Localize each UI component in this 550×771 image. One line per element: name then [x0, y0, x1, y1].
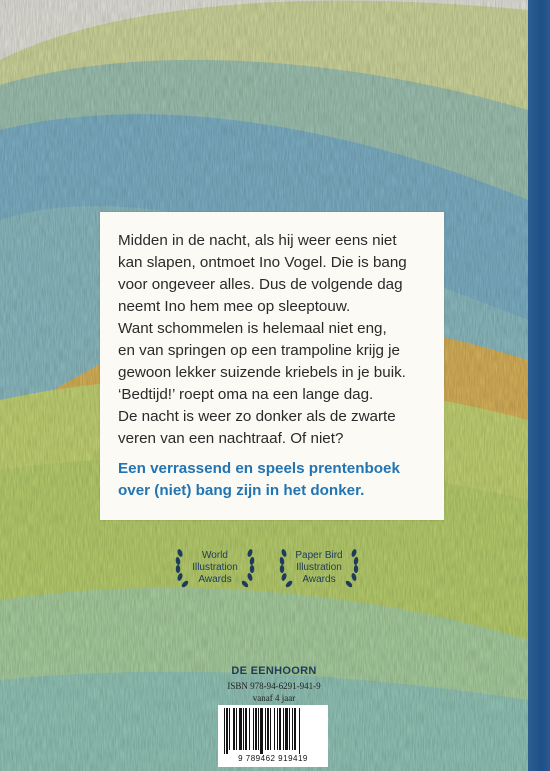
blurb-line: De nacht is weer zo donker als de zwarte	[118, 408, 396, 425]
blurb-line: kan slapen, ontmoet Ino Vogel. Die is bang	[118, 254, 407, 271]
award-label-line: Awards	[302, 574, 336, 585]
barcode-bar	[243, 708, 244, 750]
blurb-line: Want schommelen is helemaal niet eng,	[118, 320, 387, 337]
barcode-number: 9 789462 919419	[238, 754, 308, 763]
barcode-bar	[258, 708, 259, 750]
blurb-line: Midden in de nacht, als hij weer eens niet	[118, 232, 397, 249]
barcode-bar	[289, 708, 290, 750]
age-recommendation: vanaf 4 jaar	[252, 693, 296, 703]
barcode-bar	[283, 708, 284, 750]
award-label-line: Paper Bird	[295, 550, 343, 561]
publisher-name: DE EENHOORN	[231, 665, 317, 677]
award-label-line: Illustration	[192, 562, 238, 573]
award-badge-world-illustration	[170, 543, 260, 593]
award-label-line: World	[202, 550, 228, 561]
barcode-bar	[274, 708, 275, 750]
award-label-line: Awards	[198, 574, 232, 585]
barcode-bar	[255, 708, 257, 750]
barcode-bar	[239, 708, 242, 750]
barcode-bar	[260, 708, 263, 754]
blurb-line: neemt Ino hem mee op sleeptouw.	[118, 298, 351, 315]
barcode-bar	[265, 708, 266, 750]
barcode-bar	[279, 708, 281, 750]
barcode-bar	[224, 708, 225, 754]
blurb-line: en van springen op een trampoline krijg je	[118, 342, 400, 359]
barcode-bar	[229, 708, 230, 750]
barcode-bar	[236, 708, 237, 750]
blurb-line: gewoon lekker suizende kriebels in je buik.	[118, 364, 406, 381]
barcode-bar	[277, 708, 278, 750]
barcode-bar	[249, 708, 250, 750]
award-label	[170, 550, 260, 586]
award-label-line: Illustration	[296, 562, 342, 573]
barcode	[218, 705, 328, 767]
barcode-bar	[226, 708, 228, 754]
barcode-bar	[285, 708, 288, 750]
barcode-bar	[253, 708, 254, 750]
barcode-bars	[222, 708, 324, 754]
barcode-bar	[233, 708, 235, 750]
barcode-bar	[245, 708, 247, 750]
barcode-bar	[299, 708, 300, 754]
blurb-line: voor ongeveer alles. Dus de volgende dag	[118, 276, 403, 293]
award-label	[274, 550, 364, 586]
barcode-bar	[292, 708, 293, 750]
blurb-line: veren van een nachtraaf. Of niet?	[118, 430, 344, 447]
tagline-line: Een verrassend en speels prentenboek	[118, 460, 400, 477]
blurb-line: ‘Bedtijd!’ roept oma na een lange dag.	[118, 386, 374, 403]
barcode-bar	[294, 708, 296, 750]
blurb-box	[100, 212, 444, 520]
isbn-text: ISBN 978-94-6291-941-9	[227, 681, 321, 691]
spine-edge	[528, 0, 550, 771]
tagline-line: over (niet) bang zijn in het donker.	[118, 482, 365, 499]
tagline	[118, 458, 438, 502]
award-badge-paper-bird	[274, 543, 364, 593]
blurb-text	[118, 230, 438, 450]
barcode-bar	[267, 708, 269, 750]
barcode-bar	[270, 708, 271, 750]
